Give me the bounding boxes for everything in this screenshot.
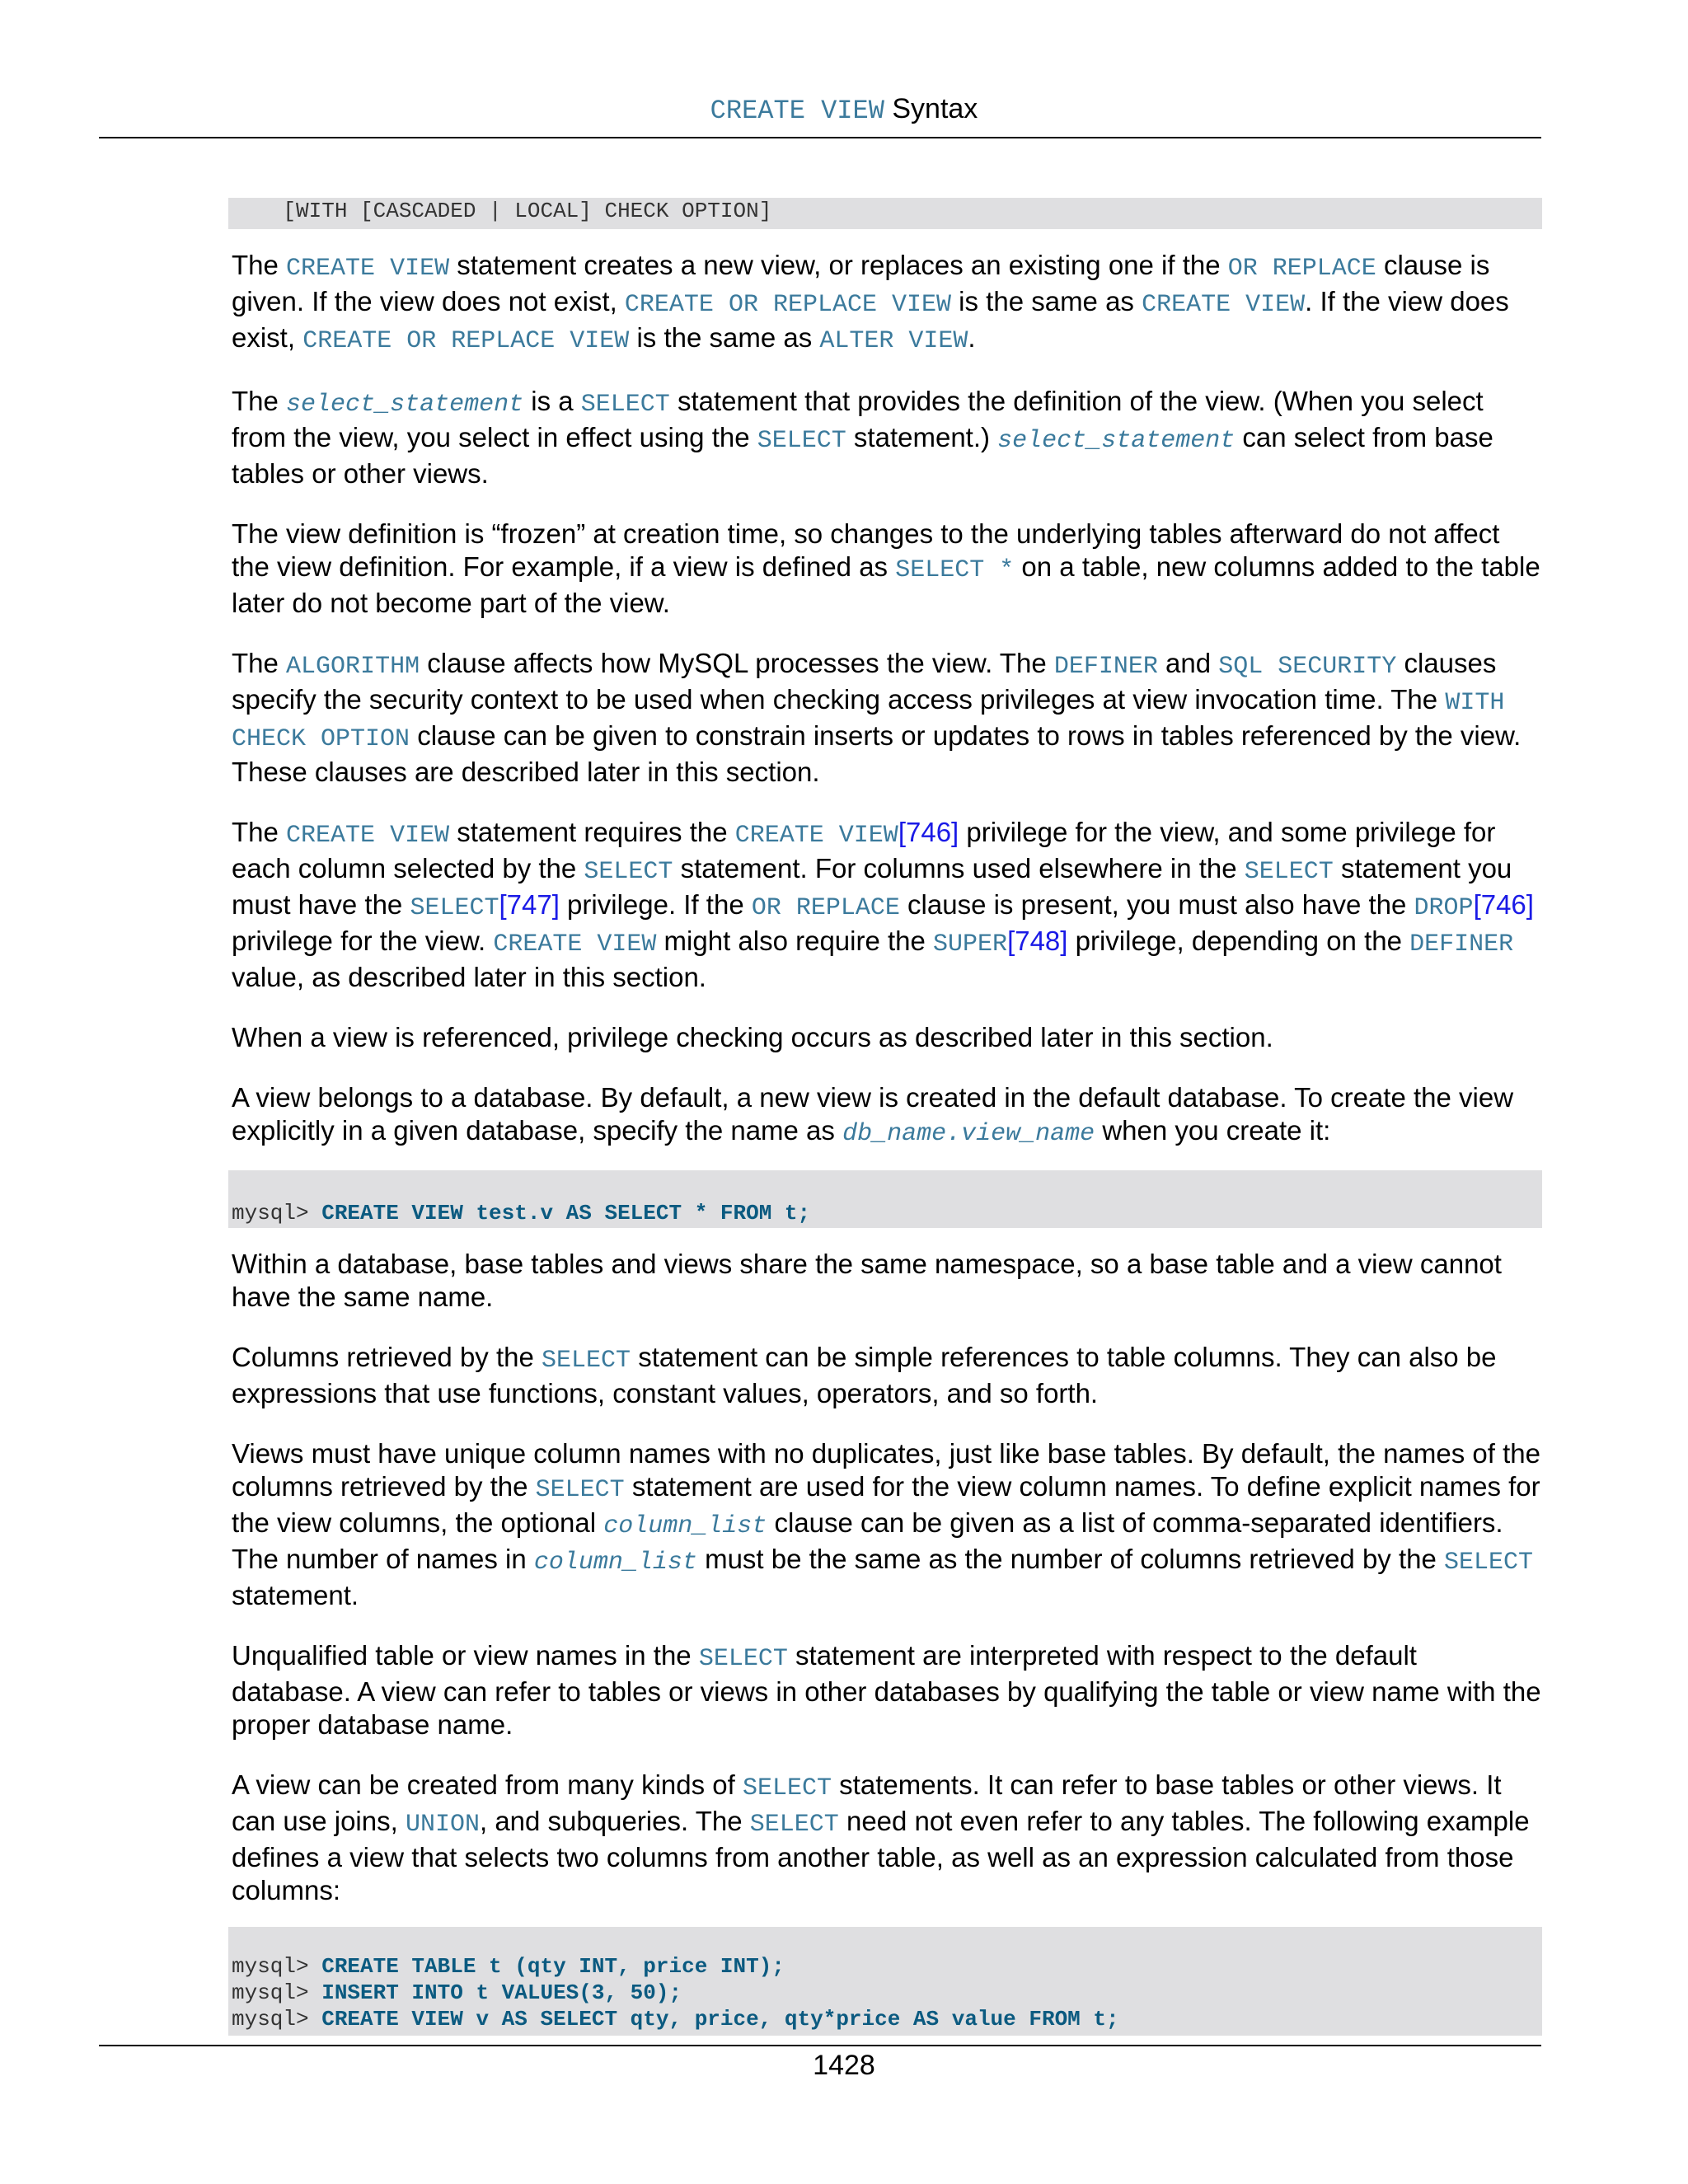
code-block-create-view: mysql> CREATE VIEW test.v AS SELECT * FROM t; <box>228 1170 1542 1228</box>
header-rule <box>99 137 1541 138</box>
running-header <box>0 92 1688 128</box>
paragraph-namespace: Within a database, base tables and views share the same namespace, so a base table and a view cannot have the same name. <box>232 1249 1502 1312</box>
paragraph-belongs-to-database: A view belongs to a database. By default, a new view is created in the default database. To create the view explicitly in a given database, specify the name as db_name.view_name when you create it: <box>232 1082 1514 1148</box>
paragraph-algorithm: The ALGORITHM clause affects how MySQL processes the view. The DEFINER and SQL SECURITY clauses specify the security context to be used when checking access privileges at view invocation time. The WITH CHECK OPTION clause can be given to constrain inserts or updates to rows in tables referenced by the view. These clauses are described later in this section. <box>232 648 1522 787</box>
header-text: Syntax <box>892 93 978 124</box>
paragraph-frozen: The view definition is “frozen” at creation time, so changes to the underlying tables afterward do not affect the view definition. For example, if a view is defined as SELECT * on a table, new columns added to the table later do not become part of the view. <box>232 518 1540 618</box>
code-block-example: mysql> CREATE TABLE t (qty INT, price INT); mysql> INSERT INTO t VALUES(3, 50); mysql> CREATE VIEW v AS SELECT qty, price, qty*price AS value FROM t; <box>228 1927 1542 2036</box>
paragraph-unqualified-names: Unqualified table or view names in the SELECT statement are interpreted with respect to the default database. A view can refer to tables or views in other databases by qualifying the table or view name with the proper database name. <box>232 1640 1541 1740</box>
paragraph-select-statement: The select_statement is a SELECT statement that provides the definition of the view. (When you select from the view, you select in effect using the SELECT statement.) select_statement can select from base tables or other views. <box>232 386 1493 489</box>
link-drop-privilege[interactable]: [746] <box>1473 889 1534 920</box>
link-super-privilege[interactable]: [748] <box>1007 926 1068 956</box>
paragraph-referenced: When a view is referenced, privilege checking occurs as described later in this section. <box>232 1022 1273 1052</box>
page-number: 1428 <box>813 2050 875 2081</box>
code-block-with-check: [WITH [CASCADED | LOCAL] CHECK OPTION] <box>228 198 1542 229</box>
paragraph-create-view: The CREATE VIEW statement creates a new view, or replaces an existing one if the OR REPLACE clause is given. If the view does not exist, CREATE OR REPLACE VIEW is the same as CREATE VIEW. If the view does exist, CREATE OR REPLACE VIEW is the same as ALTER VIEW. <box>232 250 1509 355</box>
link-create-view-privilege[interactable]: [746] <box>898 817 959 847</box>
header-code: CREATE VIEW <box>710 96 884 126</box>
paragraph-unique-columns: Views must have unique column names with no duplicates, just like base tables. By default, the names of the columns retrieved by the SELECT statement are used for the view column names. To define explicit names for the view columns, the optional column_list clause can be given as a list of comma-separated identifiers. The number of names in column_list must be the same as the number of columns retrieved by the SELECT statement. <box>232 1438 1540 1610</box>
footer-rule <box>99 2045 1541 2046</box>
paragraph-columns-retrieved: Columns retrieved by the SELECT statement can be simple references to table columns. They can also be expressions that use functions, constant values, operators, and so forth. <box>232 1342 1497 1408</box>
page-content <box>232 198 1542 2036</box>
paragraph-privileges: The CREATE VIEW statement requires the CREATE VIEW[746] privilege for the view, and some privilege for each column selected by the SELECT statement. For columns used elsewhere in the SELECT statement you must have the SELECT[747] privilege. If the OR REPLACE clause is present, you must also have the DROP[746] privilege for the view. CREATE VIEW might also require the SUPER[748] privilege, depending on the DEFINER value, as described later in this section. <box>232 817 1534 992</box>
paragraph-kinds-of-select: A view can be created from many kinds of SELECT statements. It can refer to base tables or other views. It can use joins, UNION, and subqueries. The SELECT need not even refer to any tables. The following example defines a view that selects two columns from another table, as well as an expression calculated from those columns: <box>232 1769 1530 1905</box>
link-select-privilege[interactable]: [747] <box>499 889 560 920</box>
